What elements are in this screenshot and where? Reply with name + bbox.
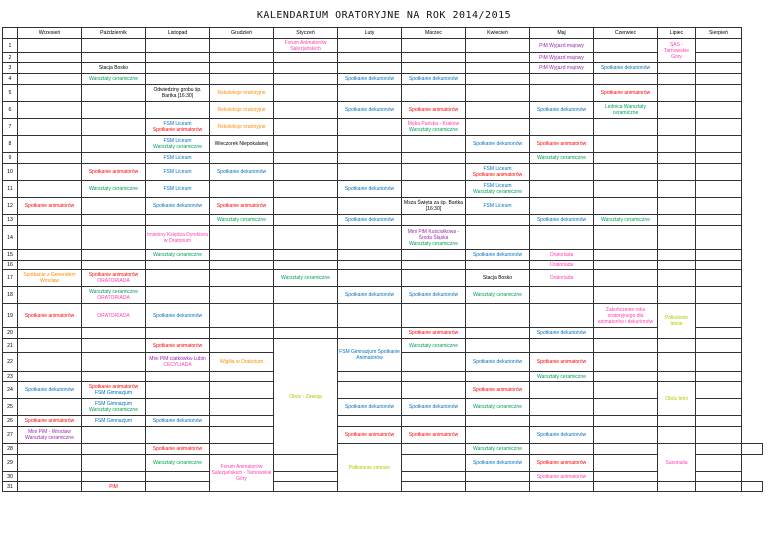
month-header: Październik xyxy=(82,28,146,39)
event-cell: Półkolonie letnie xyxy=(658,304,696,339)
event-cell: Spotkanie dekurionów xyxy=(402,287,466,304)
day-number: 22 xyxy=(3,353,18,372)
event-cell: Warsztaty ceramiczne xyxy=(82,181,146,198)
event-cell: Stacja Bosko xyxy=(82,63,146,74)
month-header: Kwiecień xyxy=(466,28,530,39)
day-row xyxy=(3,63,763,74)
event-cell: Spotkanie animatorów xyxy=(146,339,210,353)
event-cell: Spotkanie animatorów xyxy=(146,444,210,455)
month-header: Grudzień xyxy=(210,28,274,39)
day-number: 2 xyxy=(3,53,18,63)
event-cell: Spotkanie dekurionów xyxy=(338,399,402,416)
event-cell: Obóz - Zawoja xyxy=(274,339,338,455)
month-header: Marzec xyxy=(402,28,466,39)
day-number: 3 xyxy=(3,63,18,74)
event-cell: Spotkanie animatorów xyxy=(402,427,466,444)
event-cell: Mini PiM - Wrocław Warsztaty ceramiczne xyxy=(18,427,82,444)
event-cell: Msza Święta za śp. Bartka [16:30] xyxy=(402,198,466,215)
day-row xyxy=(3,416,763,427)
event-cell: Stacja Bosko xyxy=(466,270,530,287)
event-cell: Warsztaty ceramiczne xyxy=(274,270,338,287)
event-cell: Spotkanie dekurionów xyxy=(530,102,594,119)
day-row xyxy=(3,53,763,63)
day-row xyxy=(3,427,763,444)
event-cell: Spotkanie dekurionów xyxy=(466,353,530,372)
day-number: 21 xyxy=(3,339,18,353)
event-cell: Spotkanie dekurionów xyxy=(530,328,594,339)
day-row xyxy=(3,444,763,455)
event-cell: Spotkanie dekurionów xyxy=(402,399,466,416)
event-cell: Spotkanie z Generałem Wrocław xyxy=(18,270,82,287)
event-cell: Warsztaty ceramiczne xyxy=(466,444,530,455)
event-cell: FSM Liceum xyxy=(466,198,530,215)
event-cell: Spotkanie dekurionów xyxy=(466,136,530,153)
event-cell: Rekolekcje oratoryjne xyxy=(210,119,274,136)
event-cell: Spotkanie animatorów xyxy=(530,136,594,153)
day-row xyxy=(3,102,763,119)
month-header: Czerwiec xyxy=(594,28,658,39)
event-cell: Imieniny Księdza Dyrektora w Oratorium xyxy=(146,226,210,250)
event-cell: Forum Animatorów Salezjańskich - Tarnowskie Góry xyxy=(210,455,274,492)
day-number: 20 xyxy=(3,328,18,339)
day-number: 17 xyxy=(3,270,18,287)
day-row xyxy=(3,215,763,226)
day-number: 28 xyxy=(3,444,18,455)
event-cell: Spotkanie dekurionów xyxy=(466,250,530,261)
day-number: 24 xyxy=(3,382,18,399)
month-header: Wrzesień xyxy=(18,28,82,39)
month-header: Luty xyxy=(338,28,402,39)
event-cell: ORATORIADA xyxy=(82,304,146,328)
day-row xyxy=(3,339,763,353)
day-number: 31 xyxy=(3,482,18,492)
event-cell: Mini PiM Kościołkowa - Środa Śląska Warsztaty ceramiczne xyxy=(402,226,466,250)
event-cell: Oratoriada xyxy=(530,261,594,270)
day-number: 14 xyxy=(3,226,18,250)
day-row xyxy=(3,136,763,153)
event-cell: Spotkanie animatorów xyxy=(530,472,594,482)
day-number: 25 xyxy=(3,399,18,416)
event-cell: Warsztaty ceramiczne xyxy=(530,153,594,164)
event-cell: Warsztaty ceramiczne xyxy=(210,215,274,226)
event-cell: Oratoriada xyxy=(530,250,594,261)
event-cell: Spotkanie dekurionów xyxy=(338,102,402,119)
day-number: 1 xyxy=(3,39,18,53)
event-cell: Spotkanie dekurionów xyxy=(594,63,658,74)
month-header: Listopad xyxy=(146,28,210,39)
day-row xyxy=(3,181,763,198)
event-cell: Spotkanie dekurionów xyxy=(146,416,210,427)
event-cell: FSM Liceum Warsztaty ceramiczne xyxy=(146,136,210,153)
day-row xyxy=(3,372,763,382)
event-cell: Warsztaty ceramiczne xyxy=(466,287,530,304)
month-header: Lipiec xyxy=(658,28,696,39)
day-row xyxy=(3,304,763,328)
event-cell: Wigilia w Oratorium xyxy=(210,353,274,372)
day-row xyxy=(3,287,763,304)
event-cell: FSM Gimnazjum Spotkanie Animatorów xyxy=(338,339,402,372)
event-cell: Spotkanie animatorów xyxy=(338,427,402,444)
event-cell: FSM Liceum xyxy=(146,153,210,164)
event-cell: Męka Pańska - Kraków Warsztaty ceramiczne xyxy=(402,119,466,136)
event-cell: FSM Gimnazjum Warsztaty ceramiczne xyxy=(82,399,146,416)
day-number: 13 xyxy=(3,215,18,226)
event-cell: Rekolekcje oratoryjne xyxy=(210,85,274,102)
event-cell: SAS - Tarnowskie Góry xyxy=(658,39,696,63)
event-cell: Półkolonie zimowe xyxy=(338,444,402,492)
event-cell: Odwiedziny grobu śp. Bartka [16:30] xyxy=(146,85,210,102)
event-cell xyxy=(466,482,530,492)
day-number: 26 xyxy=(3,416,18,427)
day-number: 11 xyxy=(3,181,18,198)
month-header: Styczeń xyxy=(274,28,338,39)
day-number: 15 xyxy=(3,250,18,261)
event-cell: Spotkanie dekurionów xyxy=(210,164,274,181)
event-cell: Spotkanie dekurionów xyxy=(146,304,210,328)
page-title: KALENDARIUM ORATORYJNE NA ROK 2014/2015 xyxy=(256,10,512,21)
event-cell: Spotkanie animatorów xyxy=(210,198,274,215)
header-row xyxy=(3,28,763,39)
event-cell: FSM Liceum Spotkanie animatorów xyxy=(466,164,530,181)
event-cell: FSM Liceum Spotkanie animatorów xyxy=(146,119,210,136)
event-cell: Spotkanie dekurionów xyxy=(338,215,402,226)
day-number: 6 xyxy=(3,102,18,119)
event-cell: Spotkanie animatorów xyxy=(18,416,82,427)
day-row xyxy=(3,164,763,181)
day-row xyxy=(3,328,763,339)
event-cell: Sasonalia xyxy=(658,444,696,482)
event-cell: FSM Liceum xyxy=(146,181,210,198)
event-cell: Spotkanie animatorów xyxy=(18,304,82,328)
corner-cell xyxy=(3,28,18,39)
event-cell: Spotkanie animatorów xyxy=(402,102,466,119)
day-number: 16 xyxy=(3,261,18,270)
event-cell: Spotkanie dekurionów xyxy=(18,382,82,399)
day-row xyxy=(3,198,763,215)
day-row xyxy=(3,226,763,250)
event-cell: Warsztaty ceramiczne xyxy=(82,74,146,85)
day-row xyxy=(3,399,763,416)
day-row xyxy=(3,250,763,261)
day-number: 30 xyxy=(3,472,18,482)
event-cell: Spotkanie animatorów FSM Gimnazjum xyxy=(82,382,146,399)
event-cell: Spotkanie animatorów xyxy=(530,455,594,472)
event-cell: Zakończenie roku oratoryjnego dla animatorów i dekurionów xyxy=(594,304,658,328)
event-cell: Warsztaty ceramiczne ORATORIADA xyxy=(82,287,146,304)
event-cell: PiM Wyjazd majowy xyxy=(530,63,594,74)
event-cell: Spotkanie animatorów xyxy=(466,382,530,399)
month-header: Maj xyxy=(530,28,594,39)
event-cell: Spotkanie dekurionów xyxy=(338,181,402,198)
day-number: 4 xyxy=(3,74,18,85)
day-number: 12 xyxy=(3,198,18,215)
day-number: 5 xyxy=(3,85,18,102)
day-row xyxy=(3,153,763,164)
day-number: 23 xyxy=(3,372,18,382)
event-cell: Warsztaty ceramiczne xyxy=(466,399,530,416)
day-number: 19 xyxy=(3,304,18,328)
day-number: 18 xyxy=(3,287,18,304)
event-cell: Spotkanie animatorów xyxy=(530,353,594,372)
event-cell: Spotkanie dekurionów xyxy=(530,427,594,444)
day-number: 10 xyxy=(3,164,18,181)
event-cell: Warsztaty ceramiczne xyxy=(594,215,658,226)
event-cell: Spotkanie dekurionów xyxy=(402,74,466,85)
event-cell: PiM Wyjazd majowy xyxy=(530,39,594,53)
day-number: 29 xyxy=(3,455,18,472)
event-cell: Oratoriada xyxy=(530,270,594,287)
event-cell: FSM Liceum xyxy=(146,164,210,181)
event-cell: FSM Gimnazjum xyxy=(82,416,146,427)
event-cell: Rekolekcje oratoryjne xyxy=(210,102,274,119)
event-cell: Spotkanie dekurionów xyxy=(146,198,210,215)
day-row xyxy=(3,382,763,399)
event-cell: Spotkanie dekurionów xyxy=(530,215,594,226)
day-row xyxy=(3,270,763,287)
event-cell: PiM Wyjazd majowy xyxy=(530,53,594,63)
event-cell: Spotkanie dekurionów xyxy=(338,74,402,85)
calendar-table xyxy=(2,27,763,492)
event-cell: Mini PiM ciatkówka-Lubin CECYLIADA xyxy=(146,353,210,372)
day-number: 8 xyxy=(3,136,18,153)
event-cell: Spotkanie animatorów xyxy=(82,164,146,181)
event-cell: Spotkanie animatorów xyxy=(594,85,658,102)
day-row xyxy=(3,261,763,270)
day-number: 7 xyxy=(3,119,18,136)
day-row xyxy=(3,119,763,136)
event-cell: Warsztaty ceramiczne xyxy=(146,250,210,261)
event-cell: Forum Animatorów Salezjańskich xyxy=(274,39,338,53)
event-cell: Warsztaty ceramiczne xyxy=(530,372,594,382)
event-cell: Obóz letni xyxy=(658,382,696,416)
day-row xyxy=(3,85,763,102)
event-cell: Wieczorek Niepokalanej xyxy=(210,136,274,153)
event-cell: Spotkanie animatorów xyxy=(402,328,466,339)
event-cell: Warsztaty ceramiczne xyxy=(402,339,466,353)
event-cell: Spotkanie animatorów xyxy=(18,198,82,215)
event-cell: Spotkanie dekurionów xyxy=(466,455,530,472)
day-row xyxy=(3,74,763,85)
day-number: 9 xyxy=(3,153,18,164)
event-cell: FSM Liceum Warsztaty ceramiczne xyxy=(466,181,530,198)
month-header: Sierpień xyxy=(696,28,742,39)
event-cell: Spotkanie animatorów ORATORIADA xyxy=(82,270,146,287)
event-cell: Spotkanie dekurionów xyxy=(338,287,402,304)
day-number: 27 xyxy=(3,427,18,444)
event-cell: PiM xyxy=(82,482,146,492)
event-cell: Warsztaty ceramiczne xyxy=(146,455,210,472)
event-cell: Lednica Warsztaty ceramiczne xyxy=(594,102,658,119)
day-row xyxy=(3,39,763,53)
